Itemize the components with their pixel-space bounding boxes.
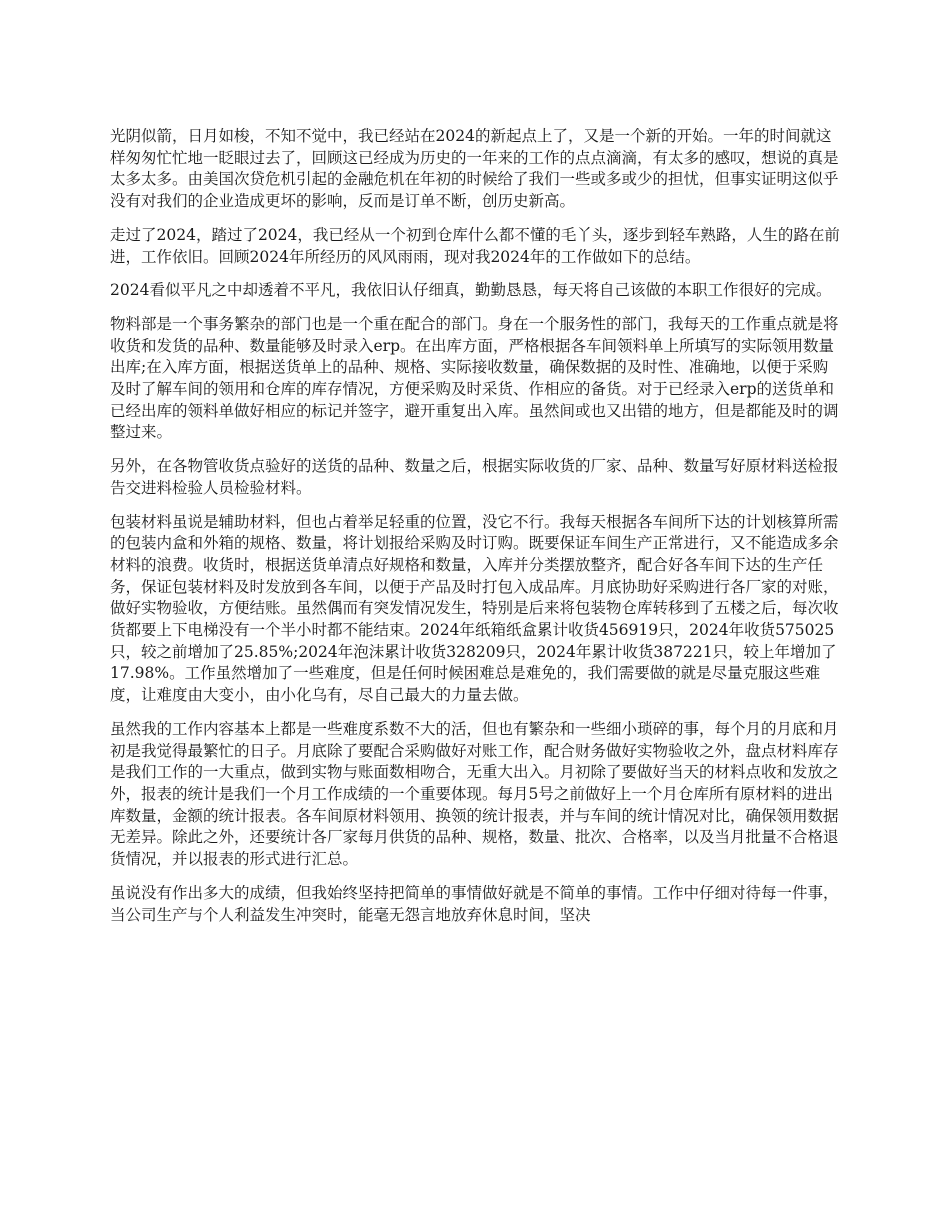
paragraph-monthly-work: 虽然我的工作内容基本上都是一些难度系数不大的活，但也有繁杂和一些细小琐碎的事，每个月的月底和月初是我觉得最繁忙的日子。月底除了要配合采购做好对账工作，配合财务做好实物验收之外，盘点材料库存是我们工作的一大重点，做到实物与账面数相吻合，无重大出入。月初除了要做好当天的材料点收和发放之外，报表的统计是我们一个月工作成绩的一个重要体现。每月5号之前做好上一个月仓库所有原材料的进出库数量，金额的统计报表。各车间原材料领用、换领的统计报表，并与车间的统计情况对比，确保领用数据无差异。除此之外，还要统计各厂家每月供货的品种、规格，数量、批次、合格率，以及当月批量不合格退货情况，并以报表的形式进行汇总。 — [110, 719, 839, 869]
paragraph-packaging: 包装材料虽说是辅助材料，但也占着举足轻重的位置，没它不行。我每天根据各车间所下达的计划核算所需的包装内盒和外箱的规格、数量，将计划报给采购及时订购。既要保证车间生产正常进行，又不能造成多余材料的浪费。收货时，根据送货单清点好规格和数量，入库并分类摆放整齐，配合好各车间下达的生产任务，保证包装材料及时发放到各车间，以便于产品及时打包入成品库。月底协助好采购进行各厂家的对账，做好实物验收，方便结账。虽然偶而有突发情况发生，特别是后来将包装物仓库转移到了五楼之后，每次收货都要上下电梯没有一个半小时都不能结束。2024年纸箱纸盒累计收货456919只，2024年收货575025只，较之前增加了25.85%;2024年泡沫累计收货328209只，2024年累计收货387221只，较上年增加了17.98%。工作虽然增加了一些难度，但是任何时候困难总是难免的，我们需要做的就是尽量克服这些难度，让难度由大变小，由小化乌有，尽自己最大的力量去做。 — [110, 512, 839, 705]
paragraph-closing: 虽说没有作出多大的成绩，但我始终坚持把简单的事情做好就是不简单的事情。工作中仔细对待每一件事，当公司生产与个人利益发生冲突时，能毫无怨言地放弃休息时间，坚决 — [110, 883, 839, 924]
document-body — [110, 126, 842, 938]
paragraph-opening: 光阴似箭，日月如梭，不知不觉中，我已经站在2024的新起点上了，又是一个新的开始。一年的时间就这样匆匆忙忙地一眨眼过去了，回顾这已经成为历史的一年来的工作的点点滴滴，有太多的感叹，想说的真是太多太多。由美国次贷危机引起的金融危机在年初的时候给了我们一些或多或少的担忧，但事实证明这似乎没有对我们的企业造成更坏的影响，反而是订单不断，创历史新高。 — [110, 127, 839, 211]
paragraph-inspection: 另外，在各物管收货点验好的送货的品种、数量之后，根据实际收货的厂家、品种、数量写好原材料送检报告交进料检验人员检验材料。 — [110, 457, 839, 497]
paragraph-materials-dept: 物料部是一个事务繁杂的部门也是一个重在配合的部门。身在一个服务性的部门，我每天的工作重点就是将收货和发货的品种、数量能够及时录入erp。在出库方面，严格根据各车间领料单上所填写的实际领用数量出库;在入库方面，根据送货单上的品种、规格、实际接收数量，确保数据的及时性、准确地，以便于采购及时了解车间的领用和仓库的库存情况，方便采购及时采货、作相应的备货。对于已经录入erp的送货单和已经出库的领料单做好相应的标记并签字，避开重复出入库。虽然间或也又出错的地方，但是都能及时的调整过来。 — [110, 314, 839, 442]
paragraph-summary: 2024看似平凡之中却透着不平凡，我依旧认仔细真，勤勤恳恳，每天将自己该做的本职工作很好的完成。 — [110, 281, 832, 300]
paragraph-review: 走过了2024，踏过了2024，我已经从一个初到仓库什么都不懂的毛丫头，逐步到轻车熟路，人生的路在前进，工作依旧。回顾2024年所经历的风风雨雨，现对我2024年的工作做如下的总结。 — [110, 225, 840, 266]
